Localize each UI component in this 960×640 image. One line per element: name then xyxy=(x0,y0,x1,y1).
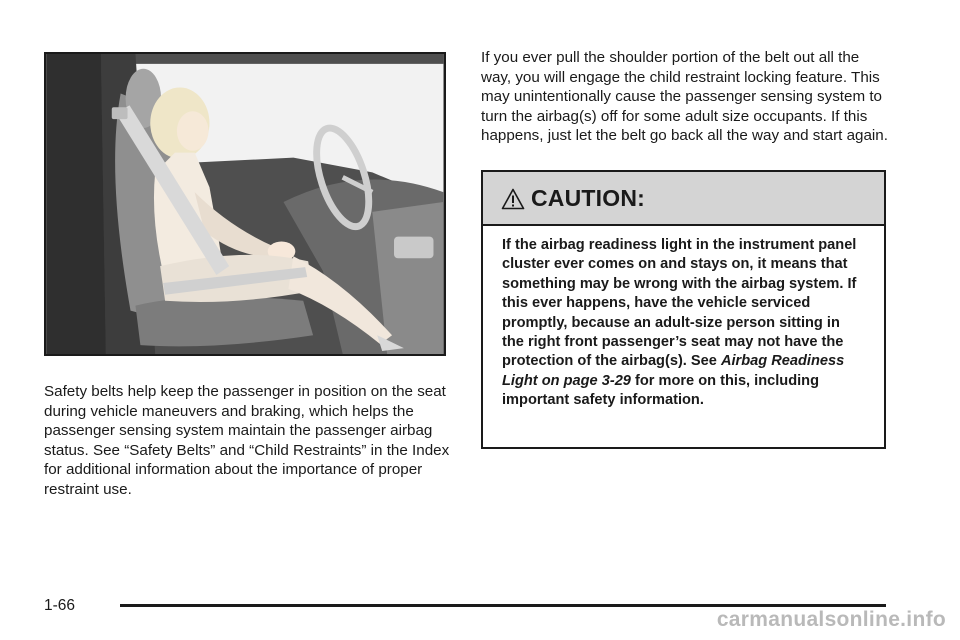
safety-belt-paragraph: Safety belts help keep the passenger in position on the seat during vehicle maneuvers and braking, which helps the passenger sensing system maintain the passenger airbag status. See “Safety Belts” and “Child Restraints” in the Index for additional information about the importance of proper restraint use. xyxy=(44,383,450,498)
caution-box xyxy=(481,170,886,449)
page-number: 1-66 xyxy=(44,597,76,614)
airbag-readiness-light-reference: Airbag Readiness Light on page 3-29 xyxy=(502,353,845,389)
caution-title: CAUTION: xyxy=(531,184,646,211)
passenger-illustration xyxy=(44,52,446,356)
watermark-text: carmanualsonline.info xyxy=(716,608,946,631)
passenger-illustration-drawing xyxy=(46,54,444,354)
caution-text-start: If the airbag readiness light in the instrument panel cluster ever comes on and stays on, it means that something may be wrong with the airbag system. If this ever happens, have the vehicle serviced promptly, because an adult-size person sitting in the right front passenger’s seat may not have the protection of the airbag(s). See xyxy=(502,237,857,370)
caution-header xyxy=(483,172,884,226)
footer-rule xyxy=(120,604,886,607)
warning-triangle-icon xyxy=(501,188,525,210)
caution-text xyxy=(483,226,884,411)
shoulder-belt-paragraph: If you ever pull the shoulder portion of the belt out all the way, you will engage the child restraint locking feature. This may unintentionally cause the passenger sensing system to turn the airbag(s) off for some adult size occupants. If this happens, just let the belt go back all the way and start again. xyxy=(481,49,888,144)
caution-text-end: for more on this, including important safety information. xyxy=(502,372,820,409)
